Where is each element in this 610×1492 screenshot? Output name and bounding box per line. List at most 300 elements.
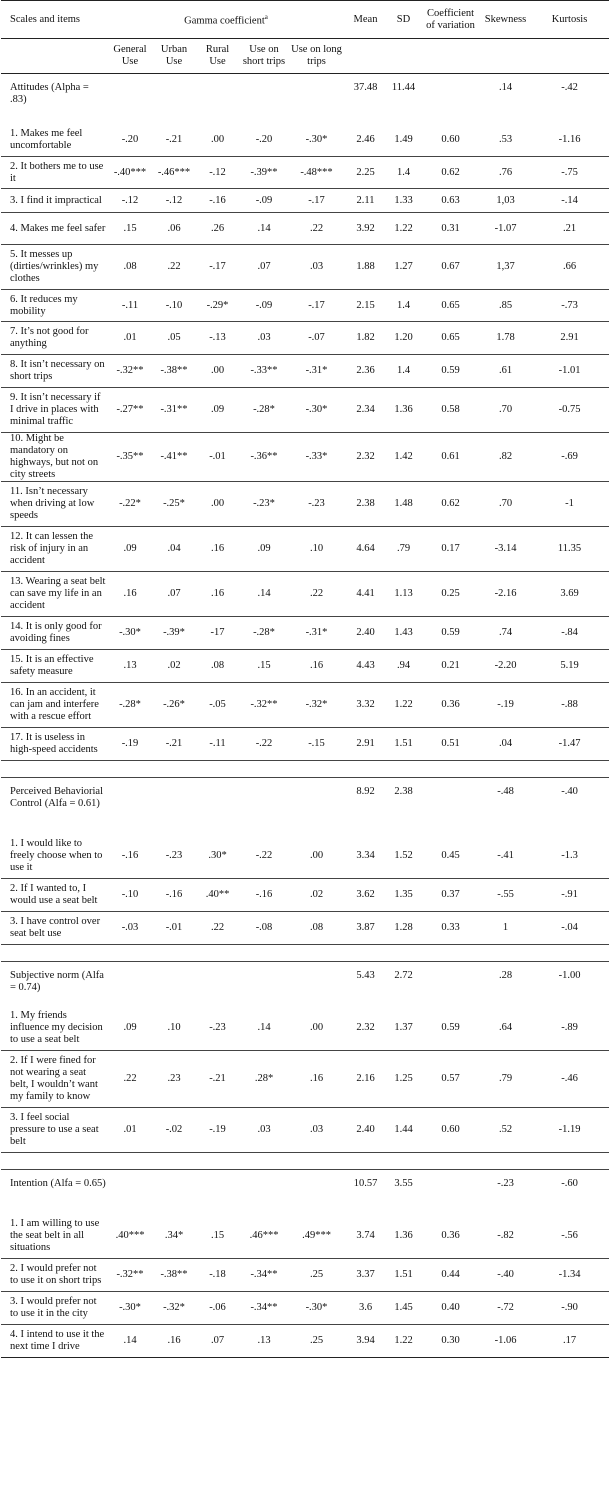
scale-kurt: -.60	[561, 1178, 578, 1189]
cell-mean: 2.25	[344, 157, 387, 189]
cell-sd: 1.28	[387, 912, 420, 945]
cell-mean: 3.62	[344, 879, 387, 912]
cell-sd: 1.20	[387, 322, 420, 355]
item-label: 11. Isn’t necessary when driving at low speeds	[1, 482, 108, 527]
cell-skewness: 1,37	[481, 245, 530, 290]
cell-cv: 0.63	[420, 189, 481, 213]
cell-rural-use: -.01	[196, 433, 239, 482]
cell-mean: 2.46	[344, 124, 387, 157]
cell-skewness: .76	[481, 157, 530, 189]
cell-short-trips: -.32**	[239, 683, 289, 728]
cell-general-use: -.19	[108, 728, 152, 761]
cell-cv: 0.60	[420, 124, 481, 157]
cell-long-trips: .03	[289, 1108, 344, 1153]
cell-short-trips: -.28*	[239, 388, 289, 433]
cell-rural-use: .40**	[196, 879, 239, 912]
scale-mean: 8.92	[356, 786, 375, 797]
header-general-use: General Use	[108, 39, 152, 74]
cell-short-trips: .13	[239, 1325, 289, 1358]
cell-mean: 2.91	[344, 728, 387, 761]
table-row	[1, 572, 609, 617]
cell-general-use: -.30*	[108, 1292, 152, 1325]
item-label: 17. It is useless in high-speed accidents	[1, 728, 108, 761]
table-row	[1, 355, 609, 388]
cell-kurtosis: -1.01	[530, 355, 609, 388]
cell-kurtosis: -1.3	[530, 834, 609, 879]
table-row	[1, 728, 609, 761]
cell-kurtosis: 2.91	[530, 322, 609, 355]
cell-rural-use: -.06	[196, 1292, 239, 1325]
cell-short-trips: .15	[239, 650, 289, 683]
scale-label: Subjective norm (Alfa = 0.74)	[10, 970, 104, 993]
table-row	[1, 1051, 609, 1108]
cell-urban-use: -.38**	[152, 355, 196, 388]
cell-rural-use: -17	[196, 617, 239, 650]
item-label: 16. In an accident, it can jam and interfere with a rescue effort	[1, 683, 108, 728]
item-label: 7. It’s not good for anything	[1, 322, 108, 355]
item-label: 2. If I wanted to, I would use a seat belt	[1, 879, 108, 912]
item-label: 3. I would prefer not to use it in the city	[1, 1292, 108, 1325]
table-row	[1, 388, 609, 433]
cell-kurtosis: 5.19	[530, 650, 609, 683]
item-label: 1. Makes me feel uncomfortable	[1, 124, 108, 157]
cell-urban-use: -.39*	[152, 617, 196, 650]
cell-general-use: .09	[108, 1006, 152, 1051]
cell-rural-use: -.29*	[196, 290, 239, 322]
cell-kurtosis: -1.16	[530, 124, 609, 157]
table-row	[1, 245, 609, 290]
cell-long-trips: -.33*	[289, 433, 344, 482]
item-label: 13. Wearing a seat belt can save my life in an accident	[1, 572, 108, 617]
item-label: 9. It isn’t necessary if I drive in places with minimal traffic	[1, 388, 108, 433]
table-row	[1, 1292, 609, 1325]
cell-skewness: .52	[481, 1108, 530, 1153]
cell-sd: 1.4	[387, 355, 420, 388]
cell-kurtosis: -.14	[530, 189, 609, 213]
cell-kurtosis: -.75	[530, 157, 609, 189]
data-table	[1, 0, 609, 1358]
cell-short-trips: .03	[239, 1108, 289, 1153]
table-row	[1, 1259, 609, 1292]
table-row	[1, 683, 609, 728]
cell-kurtosis: -1.34	[530, 1259, 609, 1292]
cell-skewness: .64	[481, 1006, 530, 1051]
cell-cv: 0.36	[420, 683, 481, 728]
cell-general-use: -.32**	[108, 1259, 152, 1292]
item-label: 8. It isn’t necessary on short trips	[1, 355, 108, 388]
cell-mean: 2.40	[344, 617, 387, 650]
cell-urban-use: -.41**	[152, 433, 196, 482]
cell-rural-use: -.23	[196, 1006, 239, 1051]
cell-cv: 0.58	[420, 388, 481, 433]
cell-sd: 1.44	[387, 1108, 420, 1153]
scale-kurt: -.42	[561, 82, 578, 93]
cell-rural-use: .00	[196, 124, 239, 157]
cell-kurtosis: .21	[530, 213, 609, 245]
cell-urban-use: .04	[152, 527, 196, 572]
cell-cv: 0.59	[420, 355, 481, 388]
cell-kurtosis: -.84	[530, 617, 609, 650]
scale-sd: 2.38	[394, 786, 413, 797]
scale-skew: -.48	[497, 786, 514, 797]
table-row	[1, 1108, 609, 1153]
cell-sd: 1.48	[387, 482, 420, 527]
cell-cv: 0.30	[420, 1325, 481, 1358]
cell-long-trips: -.30*	[289, 124, 344, 157]
cell-skewness: -2.20	[481, 650, 530, 683]
cell-skewness: -.82	[481, 1214, 530, 1259]
scale-sd: 11.44	[391, 82, 416, 93]
cell-sd: 1.33	[387, 189, 420, 213]
cell-general-use: -.40***	[108, 157, 152, 189]
cell-skewness: .70	[481, 482, 530, 527]
table-row	[1, 124, 609, 157]
table-row	[1, 433, 609, 482]
table-row	[1, 322, 609, 355]
cell-sd: 1.36	[387, 388, 420, 433]
cell-short-trips: .14	[239, 213, 289, 245]
cell-rural-use: -.13	[196, 322, 239, 355]
scale-sd: 2.72	[394, 970, 413, 981]
table-row	[1, 879, 609, 912]
cell-mean: 2.16	[344, 1051, 387, 1108]
cell-short-trips: .14	[239, 572, 289, 617]
cell-sd: 1.27	[387, 245, 420, 290]
cell-skewness: .61	[481, 355, 530, 388]
cell-mean: 2.11	[344, 189, 387, 213]
cell-general-use: -.12	[108, 189, 152, 213]
item-label: 3. I have control over seat belt use	[1, 912, 108, 945]
table-row	[1, 157, 609, 189]
cell-urban-use: -.16	[152, 879, 196, 912]
cell-long-trips: .16	[289, 650, 344, 683]
cell-rural-use: .16	[196, 572, 239, 617]
item-label: 3. I feel social pressure to use a seat belt	[1, 1108, 108, 1153]
scale-row	[1, 1170, 609, 1214]
cell-general-use: -.11	[108, 290, 152, 322]
item-label: 4. I intend to use it the next time I drive	[1, 1325, 108, 1358]
scale-mean: 10.57	[353, 1178, 378, 1189]
scale-row	[1, 962, 609, 1006]
cell-short-trips: -.34**	[239, 1292, 289, 1325]
cell-kurtosis: 11.35	[530, 527, 609, 572]
cell-rural-use: .09	[196, 388, 239, 433]
cell-cv: 0.59	[420, 1006, 481, 1051]
table-row	[1, 1214, 609, 1259]
cell-long-trips: -.23	[289, 482, 344, 527]
cell-short-trips: -.39**	[239, 157, 289, 189]
cell-urban-use: -.02	[152, 1108, 196, 1153]
cell-rural-use: -.18	[196, 1259, 239, 1292]
cell-long-trips: -.15	[289, 728, 344, 761]
cell-kurtosis: -.73	[530, 290, 609, 322]
cell-urban-use: -.46***	[152, 157, 196, 189]
cell-cv: 0.61	[420, 433, 481, 482]
cell-rural-use: -.17	[196, 245, 239, 290]
cell-cv: 0.65	[420, 322, 481, 355]
cell-cv: 0.60	[420, 1108, 481, 1153]
cell-cv: 0.33	[420, 912, 481, 945]
table-row	[1, 189, 609, 213]
cell-long-trips: .10	[289, 527, 344, 572]
item-label: 2. I would prefer not to use it on short trips	[1, 1259, 108, 1292]
cell-mean: 3.94	[344, 1325, 387, 1358]
item-label: 1. I would like to freely choose when to use it	[1, 834, 108, 879]
item-label: 3. I find it impractical	[1, 189, 108, 213]
cell-mean: 2.34	[344, 388, 387, 433]
header-kurtosis: Kurtosis	[530, 1, 609, 39]
cell-urban-use: -.23	[152, 834, 196, 879]
cell-skewness: -2.16	[481, 572, 530, 617]
cell-skewness: 1,03	[481, 189, 530, 213]
cell-urban-use: -.32*	[152, 1292, 196, 1325]
cell-kurtosis: 3.69	[530, 572, 609, 617]
cell-cv: 0.21	[420, 650, 481, 683]
cell-rural-use: -.11	[196, 728, 239, 761]
cell-general-use: -.22*	[108, 482, 152, 527]
cell-cv: 0.40	[420, 1292, 481, 1325]
cell-kurtosis: -.88	[530, 683, 609, 728]
cell-short-trips: -.22	[239, 834, 289, 879]
cell-mean: 1.88	[344, 245, 387, 290]
header-skewness: Skewness	[481, 1, 530, 39]
cell-short-trips: -.23*	[239, 482, 289, 527]
cell-cv: 0.17	[420, 527, 481, 572]
cell-rural-use: -.16	[196, 189, 239, 213]
cell-kurtosis: -.69	[530, 433, 609, 482]
header-row	[1, 1, 609, 39]
cell-long-trips: .00	[289, 1006, 344, 1051]
cell-long-trips: .22	[289, 213, 344, 245]
cell-short-trips: -.36**	[239, 433, 289, 482]
cell-rural-use: .00	[196, 482, 239, 527]
cell-rural-use: -.21	[196, 1051, 239, 1108]
cell-sd: 1.45	[387, 1292, 420, 1325]
cell-general-use: .40***	[108, 1214, 152, 1259]
cell-long-trips: -.30*	[289, 388, 344, 433]
cell-skewness: .74	[481, 617, 530, 650]
table-row	[1, 213, 609, 245]
cell-long-trips: .16	[289, 1051, 344, 1108]
cell-skewness: 1.78	[481, 322, 530, 355]
header-long-trips: Use on long trips	[289, 39, 344, 74]
cell-long-trips: .02	[289, 879, 344, 912]
scale-kurt: -1.00	[558, 970, 581, 981]
table-row	[1, 912, 609, 945]
cell-short-trips: -.08	[239, 912, 289, 945]
item-label: 15. It is an effective safety measure	[1, 650, 108, 683]
cell-long-trips: .08	[289, 912, 344, 945]
item-label: 6. It reduces my mobility	[1, 290, 108, 322]
cell-rural-use: .16	[196, 527, 239, 572]
cell-mean: 4.41	[344, 572, 387, 617]
cell-long-trips: -.07	[289, 322, 344, 355]
header-sd: SD	[387, 1, 420, 39]
cell-kurtosis: -.91	[530, 879, 609, 912]
scale-kurt: -.40	[561, 786, 578, 797]
cell-skewness: -.41	[481, 834, 530, 879]
cell-rural-use: .30*	[196, 834, 239, 879]
cell-kurtosis: .17	[530, 1325, 609, 1358]
cell-general-use: .22	[108, 1051, 152, 1108]
cell-cv: 0.25	[420, 572, 481, 617]
cell-mean: 4.43	[344, 650, 387, 683]
table-row	[1, 617, 609, 650]
cell-short-trips: .46***	[239, 1214, 289, 1259]
cell-urban-use: .34*	[152, 1214, 196, 1259]
cell-urban-use: .23	[152, 1051, 196, 1108]
cell-skewness: -.19	[481, 683, 530, 728]
cell-sd: .94	[387, 650, 420, 683]
table-row	[1, 290, 609, 322]
cell-short-trips: .07	[239, 245, 289, 290]
header-mean: Mean	[344, 1, 387, 39]
item-label: 2. It bothers me to use it	[1, 157, 108, 189]
cell-mean: 2.38	[344, 482, 387, 527]
cell-long-trips: -.48***	[289, 157, 344, 189]
cell-short-trips: -.33**	[239, 355, 289, 388]
table-row	[1, 650, 609, 683]
cell-sd: 1.13	[387, 572, 420, 617]
cell-general-use: .14	[108, 1325, 152, 1358]
cell-sd: 1.35	[387, 879, 420, 912]
cell-general-use: -.16	[108, 834, 152, 879]
cell-long-trips: .22	[289, 572, 344, 617]
cell-mean: 3.87	[344, 912, 387, 945]
table-row	[1, 1325, 609, 1358]
cell-short-trips: .14	[239, 1006, 289, 1051]
cell-short-trips: -.09	[239, 290, 289, 322]
cell-long-trips: -.17	[289, 189, 344, 213]
cell-rural-use: -.12	[196, 157, 239, 189]
scale-skew: .14	[498, 82, 513, 93]
scale-label: Attitudes (Alpha = .83)	[10, 82, 89, 105]
cell-cv: 0.31	[420, 213, 481, 245]
cell-kurtosis: -.90	[530, 1292, 609, 1325]
scale-label: Intention (Alfa = 0.65)	[10, 1178, 106, 1189]
table-row	[1, 834, 609, 879]
cell-urban-use: .05	[152, 322, 196, 355]
cell-sd: 1.22	[387, 683, 420, 728]
cell-sd: 1.37	[387, 1006, 420, 1051]
cell-rural-use: .22	[196, 912, 239, 945]
cell-general-use: -.27**	[108, 388, 152, 433]
section-spacer	[1, 761, 609, 778]
scale-row	[1, 74, 609, 124]
cell-cv: 0.67	[420, 245, 481, 290]
cell-kurtosis: -.56	[530, 1214, 609, 1259]
item-label: 2. If I were fined for not wearing a seat belt, I wouldn’t want my family to know	[1, 1051, 108, 1108]
cell-mean: 3.74	[344, 1214, 387, 1259]
cell-skewness: .70	[481, 388, 530, 433]
cell-urban-use: -.01	[152, 912, 196, 945]
cell-skewness: 1	[481, 912, 530, 945]
subheader-row	[1, 39, 609, 74]
cell-skewness: -.55	[481, 879, 530, 912]
item-label: 10. Might be mandatory on highways, but not on city streets	[1, 433, 108, 482]
cell-sd: 1.43	[387, 617, 420, 650]
cell-urban-use: -.21	[152, 728, 196, 761]
cell-cv: 0.37	[420, 879, 481, 912]
cell-short-trips: -.22	[239, 728, 289, 761]
cell-mean: 2.15	[344, 290, 387, 322]
header-short-trips: Use on short trips	[239, 39, 289, 74]
cell-cv: 0.36	[420, 1214, 481, 1259]
cell-short-trips: -.09	[239, 189, 289, 213]
cell-urban-use: .02	[152, 650, 196, 683]
section-spacer	[1, 1153, 609, 1170]
scale-mean: 37.48	[353, 82, 378, 93]
item-label: 1. I am willing to use the seat belt in all situations	[1, 1214, 108, 1259]
cell-rural-use: -.05	[196, 683, 239, 728]
cell-mean: 3.92	[344, 213, 387, 245]
cell-mean: 2.40	[344, 1108, 387, 1153]
item-label: 12. It can lessen the risk of injury in an accident	[1, 527, 108, 572]
cell-cv: 0.59	[420, 617, 481, 650]
cell-general-use: -.10	[108, 879, 152, 912]
item-label: 4. Makes me feel safer	[1, 213, 108, 245]
cell-rural-use: .08	[196, 650, 239, 683]
cell-urban-use: .07	[152, 572, 196, 617]
cell-general-use: -.20	[108, 124, 152, 157]
cell-general-use: .15	[108, 213, 152, 245]
cell-long-trips: -.17	[289, 290, 344, 322]
cell-mean: 3.34	[344, 834, 387, 879]
header-scales-items: Scales and items	[1, 1, 108, 39]
cell-rural-use: .15	[196, 1214, 239, 1259]
cell-sd: .79	[387, 527, 420, 572]
scale-skew: .28	[498, 970, 513, 981]
cell-general-use: -.35**	[108, 433, 152, 482]
cell-long-trips: .03	[289, 245, 344, 290]
cell-cv: 0.45	[420, 834, 481, 879]
cell-sd: 1.52	[387, 834, 420, 879]
cell-long-trips: -.31*	[289, 355, 344, 388]
cell-cv: 0.51	[420, 728, 481, 761]
cell-general-use: -.03	[108, 912, 152, 945]
cell-skewness: .82	[481, 433, 530, 482]
cell-short-trips: .09	[239, 527, 289, 572]
scale-label: Perceived Behaviorial Control (Alfa = 0.61)	[10, 786, 104, 809]
cell-cv: 0.65	[420, 290, 481, 322]
cell-long-trips: .25	[289, 1325, 344, 1358]
cell-urban-use: -.25*	[152, 482, 196, 527]
cell-kurtosis: -.89	[530, 1006, 609, 1051]
cell-skewness: -1.06	[481, 1325, 530, 1358]
cell-cv: 0.57	[420, 1051, 481, 1108]
section-spacer	[1, 945, 609, 962]
cell-skewness: -.72	[481, 1292, 530, 1325]
scale-row	[1, 778, 609, 834]
cell-skewness: .85	[481, 290, 530, 322]
header-urban-use: Urban Use	[152, 39, 196, 74]
cell-sd: 1.36	[387, 1214, 420, 1259]
cell-sd: 1.22	[387, 1325, 420, 1358]
cell-mean: 3.32	[344, 683, 387, 728]
cell-short-trips: .28*	[239, 1051, 289, 1108]
cell-kurtosis: -1	[530, 482, 609, 527]
item-label: 1. My friends influence my decision to use a seat belt	[1, 1006, 108, 1051]
cell-urban-use: -.38**	[152, 1259, 196, 1292]
cell-short-trips: -.28*	[239, 617, 289, 650]
cell-general-use: .08	[108, 245, 152, 290]
scale-sd: 3.55	[394, 1178, 413, 1189]
header-rural-use: Rural Use	[196, 39, 239, 74]
cell-rural-use: .26	[196, 213, 239, 245]
cell-mean: 1.82	[344, 322, 387, 355]
cell-long-trips: -.32*	[289, 683, 344, 728]
item-label: 5. It messes up (dirties/wrinkles) my clothes	[1, 245, 108, 290]
